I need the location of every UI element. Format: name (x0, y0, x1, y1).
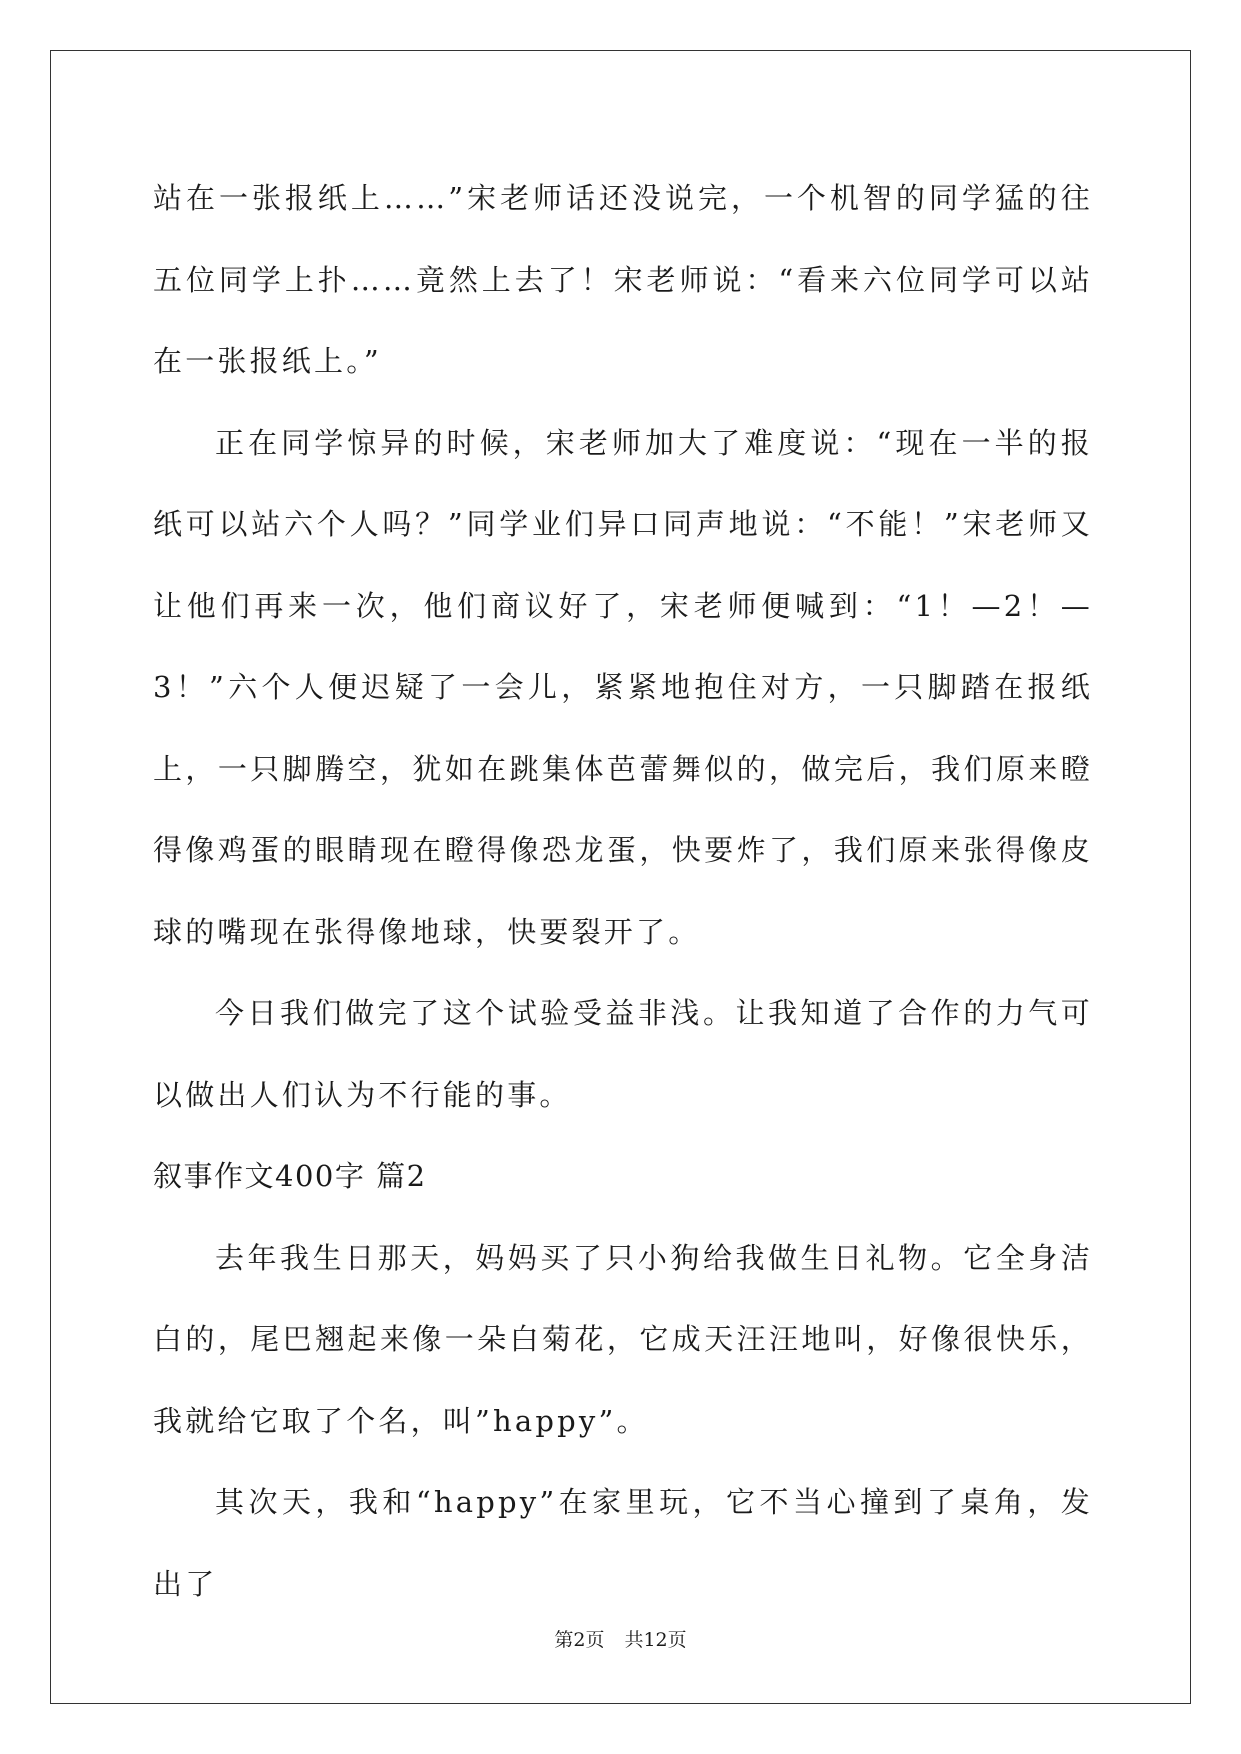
page-total: 共12页 (624, 1629, 687, 1651)
page-number: 第2页 (554, 1629, 605, 1651)
paragraph: 去年我生日那天，妈妈买了只小狗给我做生日礼物。它全身洁白的，尾巴翘起来像一朵白菊花，它成天汪汪地叫，好像很快乐，我就给它取了个名，叫”happy”。 (153, 1240, 1093, 1438)
paragraph: 其次天，我和“happy”在家里玩，它不当心撞到了桌角，发出了 (153, 1485, 1093, 1601)
paragraph: 站在一张报纸上……”宋老师话还没说完，一个机智的同学猛的往五位同学上扑……竟然上去了！宋老师说：“看来六位同学可以站在一张报纸上。” (153, 181, 1093, 378)
paragraph: 正在同学惊异的时候，宋老师加大了难度说：“现在一半的报纸可以站六个人吗？”同学业们异口同声地说：“不能！”宋老师又让他们再来一次，他们商议好了，宋老师便喊到：“1！—2！—3！”六个人便迟疑了一会儿，紧紧地抱住对方，一只脚踏在报纸上，一只脚腾空，犹如在跳集体芭蕾舞似的，做完后，我们原来瞪得像鸡蛋的眼睛现在瞪得像恐龙蛋，快要炸了，我们原来张得像皮球的嘴现在张得像地球，快要裂开了。 (153, 425, 1093, 949)
page-footer (0, 1625, 1241, 1652)
paragraph: 今日我们做完了这个试验受益非浅。让我知道了合作的力气可以做出人们认为不行能的事。 (153, 996, 1093, 1112)
section-heading: 叙事作文400字 篇2 (153, 1159, 427, 1193)
document-body (153, 158, 1093, 1625)
